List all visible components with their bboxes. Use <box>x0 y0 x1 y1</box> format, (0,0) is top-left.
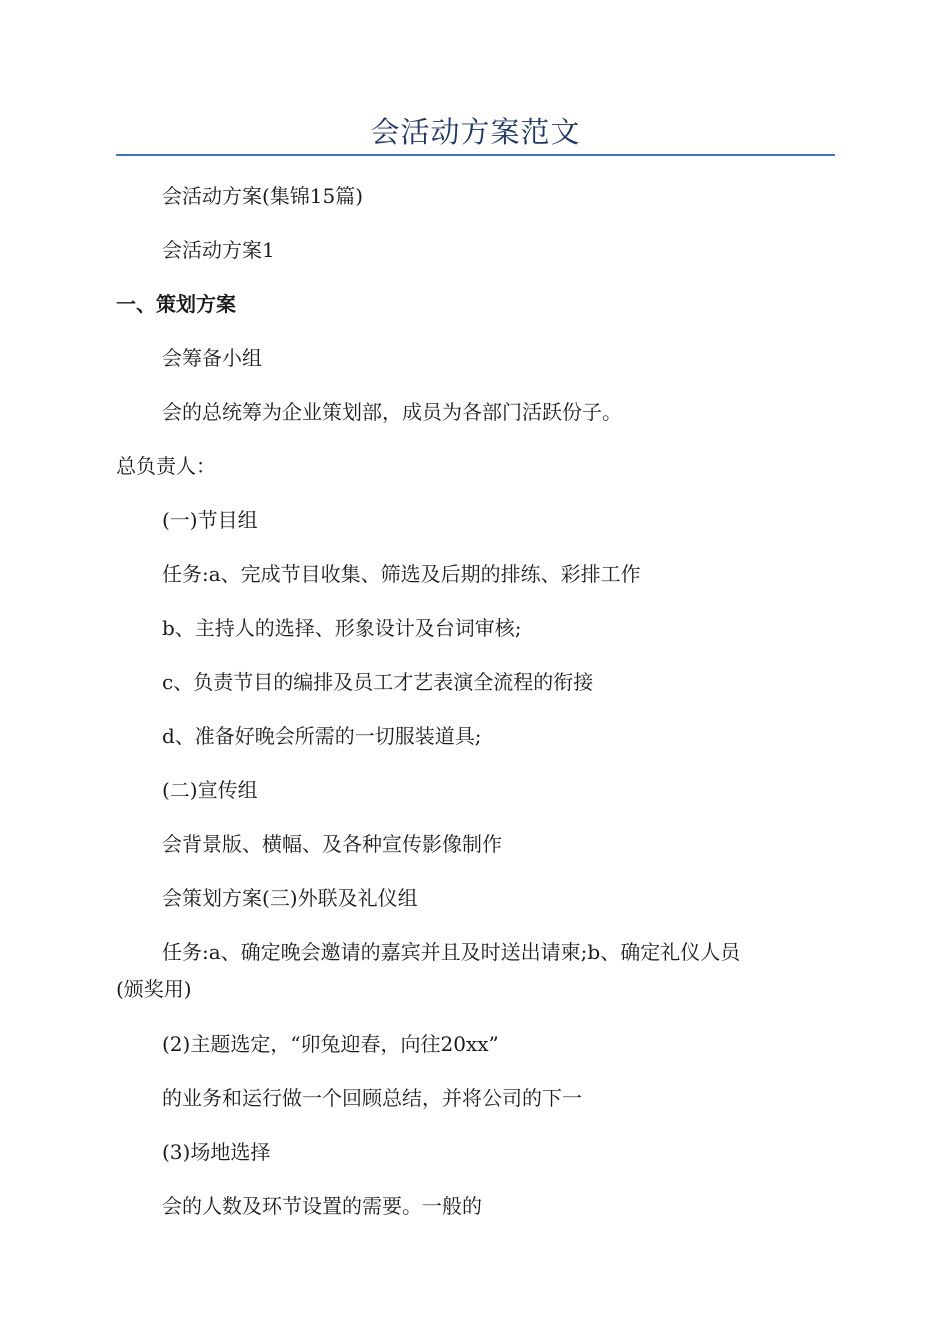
paragraph-task-b: b、主持人的选择、形象设计及台词审核; <box>162 616 522 640</box>
paragraph-program-group: (一)节目组 <box>162 508 258 532</box>
title-underline <box>116 154 835 156</box>
paragraph-general-manager: 总负责人： <box>116 454 216 478</box>
paragraph-task-a: 任务:a、完成节目收集、筛选及后期的排练、彩排工作 <box>162 562 641 586</box>
paragraph-publicity-tasks: 会背景版、横幅、及各种宣传影像制作 <box>162 832 502 856</box>
paragraph-task-c: c、负责节目的编排及员工才艺表演全流程的衔接 <box>162 670 594 694</box>
paragraph-plan-1-heading: 会活动方案1 <box>162 238 275 262</box>
paragraph-coordination: 会的总统筹为企业策划部，成员为各部门活跃份子。 <box>162 400 622 424</box>
document-title: 会活动方案范文 <box>370 115 581 149</box>
paragraph-prep-group: 会筹备小组 <box>162 346 262 370</box>
paragraph-liaison-group: 会策划方案(三)外联及礼仪组 <box>162 886 418 910</box>
paragraph-collection-title: 会活动方案(集锦15篇) <box>162 184 364 208</box>
paragraph-task-d: d、准备好晚会所需的一切服装道具; <box>162 724 482 748</box>
paragraph-liaison-tasks-continued: (颁奖用) <box>116 977 192 1001</box>
paragraph-venue-detail: 会的人数及环节设置的需要。一般的 <box>162 1194 482 1218</box>
paragraph-review: 的业务和运行做一个回顾总结，并将公司的下一 <box>162 1086 582 1110</box>
paragraph-publicity-group: (二)宣传组 <box>162 778 258 802</box>
paragraph-theme: (2)主题选定，“卯兔迎春，向往20xx” <box>162 1032 499 1056</box>
section-heading-planning: 一、策划方案 <box>116 292 236 316</box>
paragraph-liaison-tasks: 任务:a、确定晚会邀请的嘉宾并且及时送出请柬;b、确定礼仪人员 <box>162 940 741 964</box>
paragraph-venue: (3)场地选择 <box>162 1140 271 1164</box>
